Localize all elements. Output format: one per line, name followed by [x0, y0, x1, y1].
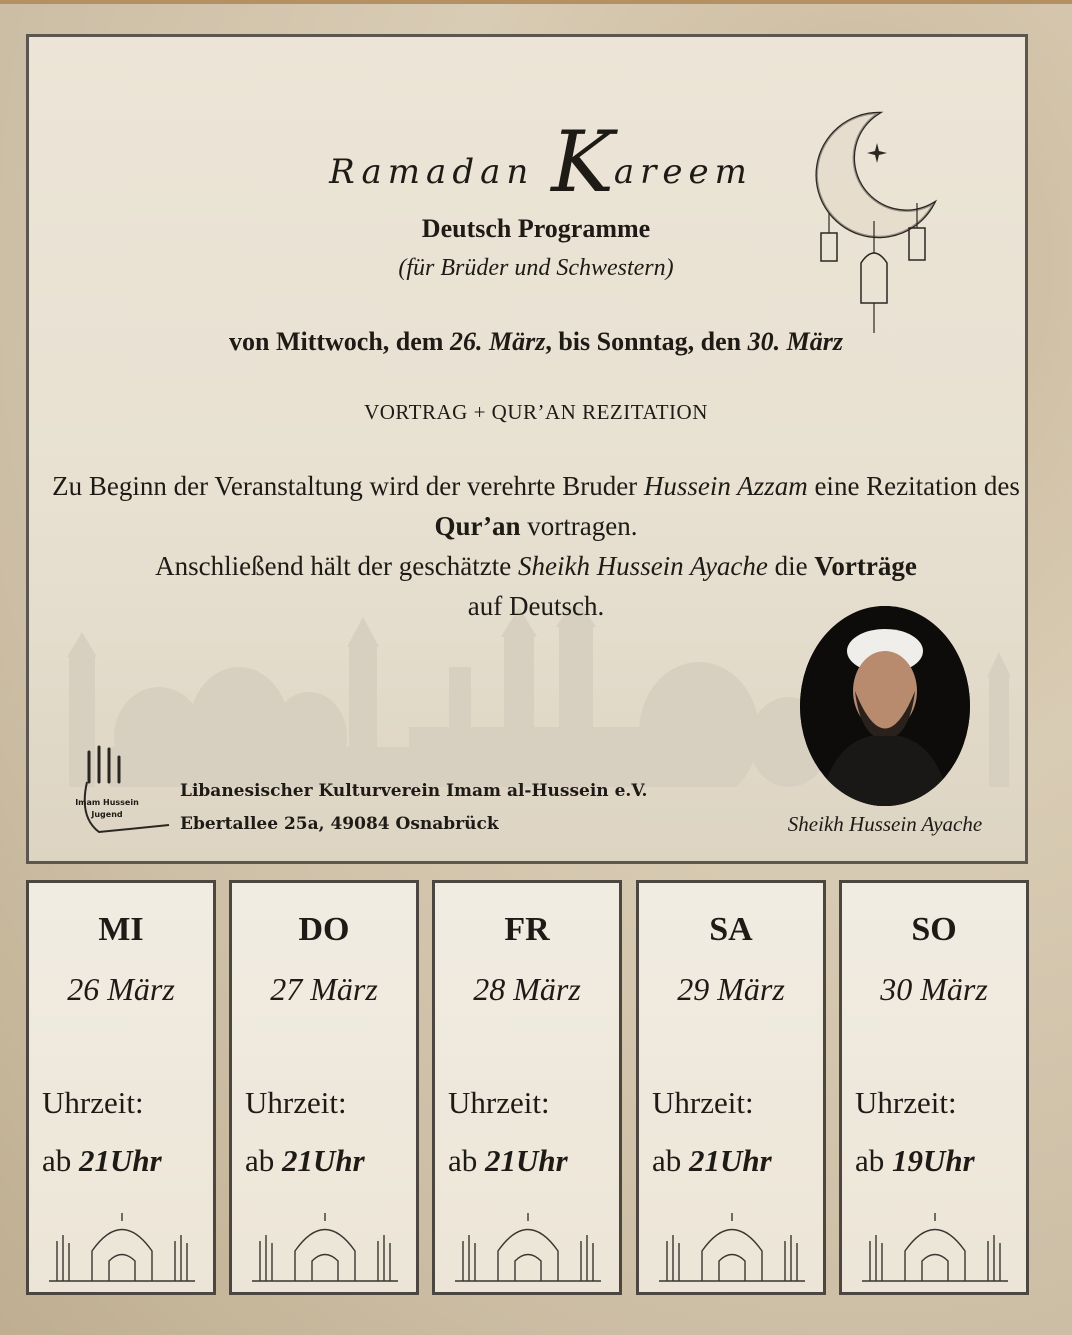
mosque-icon: [453, 1213, 603, 1283]
time-value: ab 21Uhr: [245, 1143, 365, 1178]
day-date: 28 März: [473, 971, 581, 1007]
top-border: [0, 0, 1072, 4]
schedule-card-fr: [432, 880, 622, 1295]
day-name: MI: [98, 911, 144, 948]
time-value: ab 19Uhr: [855, 1143, 975, 1178]
organization-name: Libanesischer Kulturverein Imam al-Hussein e.V.: [180, 781, 648, 801]
day-date: 27 März: [270, 971, 378, 1007]
speaker-photo: [800, 606, 970, 806]
time-label: Uhrzeit:: [448, 1085, 550, 1120]
speaker-caption: Sheikh Hussein Ayache: [787, 812, 983, 836]
day-date: 29 März: [677, 971, 785, 1007]
speaker-name-inline: Sheikh Hussein Ayache: [517, 551, 768, 581]
day-name: FR: [504, 911, 550, 948]
time-value: ab 21Uhr: [42, 1143, 162, 1178]
schedule-card-sa: [636, 880, 826, 1295]
jugend-logo-icon: [59, 737, 177, 837]
day-date: 26 März: [67, 971, 175, 1007]
date-from-prefix: von Mittwoch, dem: [228, 327, 444, 356]
schedule-card-do: [229, 880, 419, 1295]
section-heading: VORTRAG + QUR’AN REZITATION: [364, 400, 708, 424]
time-value: ab 21Uhr: [652, 1143, 772, 1178]
date-from: 26. März: [449, 327, 546, 356]
speaker-portrait-image: [800, 606, 970, 806]
ramadan-kareem-title: [281, 112, 801, 212]
program-audience: (für Brüder und Schwestern): [398, 255, 674, 281]
time-value: ab 21Uhr: [448, 1143, 568, 1178]
title-word-kareem: areem: [613, 152, 753, 192]
mosque-icon: [47, 1213, 197, 1283]
program-title: Deutsch Programme: [421, 214, 651, 243]
mosque-icon: [250, 1213, 400, 1283]
organization-address: Ebertallee 25a, 49084 Osnabrück: [180, 814, 499, 834]
time-label: Uhrzeit:: [652, 1085, 754, 1120]
schedule-card-so: [839, 880, 1029, 1295]
time-label: Uhrzeit:: [42, 1085, 144, 1120]
event-description: Zu Beginn der Veranstaltung wird der verehrte Bruder Hussein Azzam eine Rezitation des Qur’an vortragen. Anschließend hält der geschätzte Sheikh Hussein Ayache die Vorträge auf Deutsch.: [52, 471, 1020, 621]
date-to-prefix: , bis Sonntag, den: [545, 327, 742, 356]
title-letter-k: K: [551, 113, 614, 211]
day-date: 30 März: [880, 971, 988, 1007]
mosque-icon: [860, 1213, 1010, 1283]
date-range: [0, 327, 1072, 357]
day-name: SA: [709, 911, 753, 948]
day-name: SO: [911, 911, 957, 948]
logo-text: Imam Hussein Jugend: [75, 798, 139, 819]
title-word-ramadan: Ramadan: [329, 152, 535, 192]
day-name: DO: [298, 911, 350, 948]
time-label: Uhrzeit:: [855, 1085, 957, 1120]
mosque-icon: [657, 1213, 807, 1283]
date-to: 30. März: [747, 327, 843, 356]
schedule-card-mi: [26, 880, 216, 1295]
time-label: Uhrzeit:: [245, 1085, 347, 1120]
reciter-name: Hussein Azzam: [643, 471, 808, 501]
